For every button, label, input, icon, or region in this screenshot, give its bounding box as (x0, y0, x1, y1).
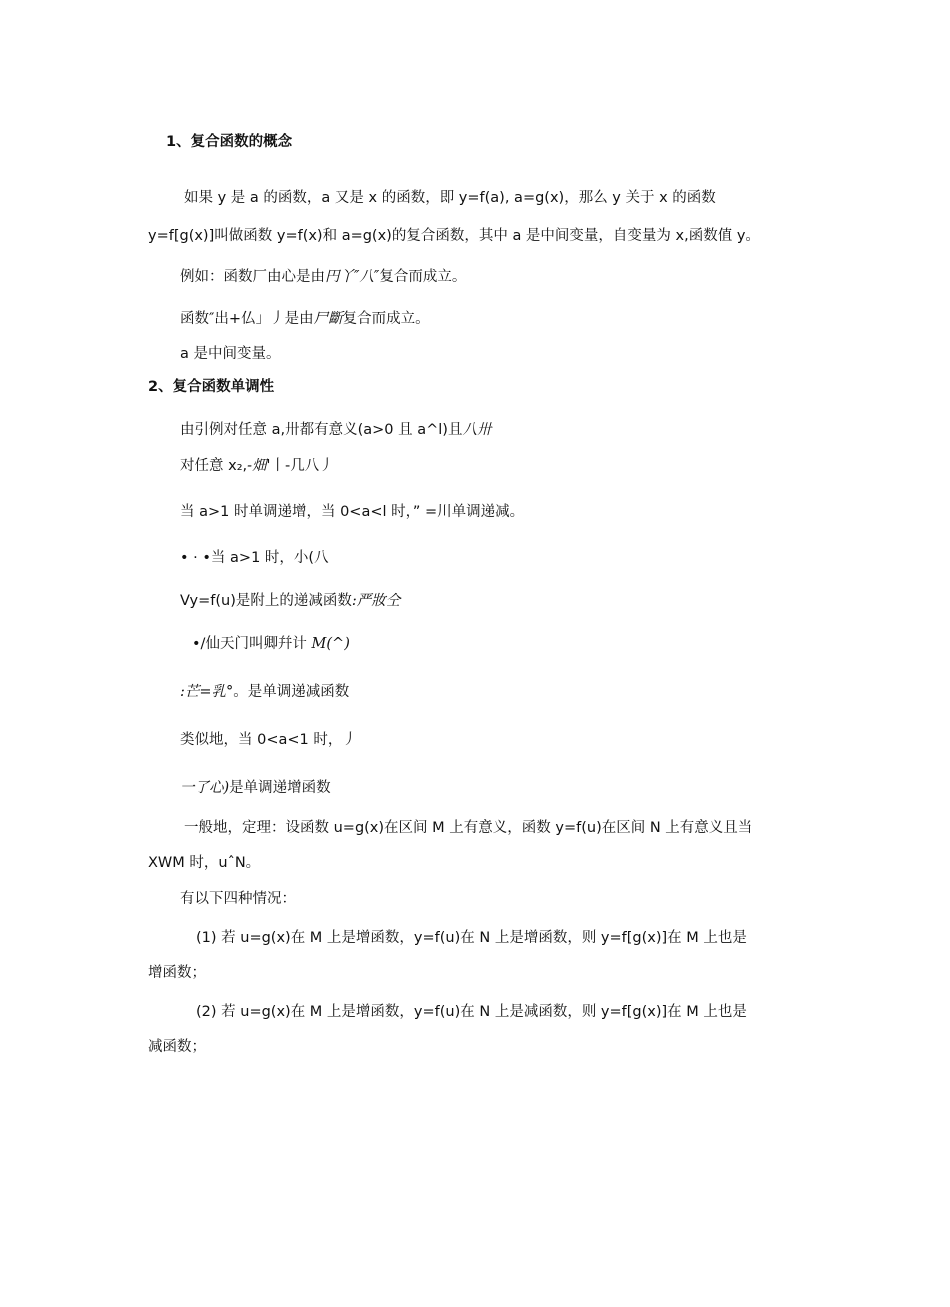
section2-line-3: 当 a>1 时单调递增，当 0<a<l 时，” =川单调递减。 (180, 504, 525, 520)
section2-line-7 (180, 682, 349, 702)
section2-line-1-italic: 八卅 (462, 422, 492, 438)
example-1 (180, 267, 466, 287)
example-2-prefix: 函数″出+仏」丿是由 (180, 311, 314, 327)
section2-line-7-suffix: 。是单调递减函数 (233, 684, 350, 700)
section2-line-9-suffix: 是单调递增函数 (229, 780, 331, 796)
case-2-line-1: (2) 若 u=g(x)在 M 上是增函数，y=f(u)在 N 上是减函数，则 y=f[g(x)]在 M 上也是 (196, 1004, 747, 1020)
example-2-suffix: 复合而成立。 (342, 311, 430, 327)
definition-line-2: y=f[g(x)]叫做函数 y=f(x)和 a=g(x)的复合函数，其中 a 是中间变量，自变量为 x,函数值 y。 (148, 228, 760, 244)
section2-line-1 (180, 420, 491, 440)
section2-line-8: 类似地，当 0<a<1 时，丿 (180, 732, 357, 748)
cases-intro: 有以下四种情况： (180, 891, 296, 907)
theorem-line-1: 一般地，定理：设函数 u=g(x)在区间 M 上有意义，函数 y=f(u)在区间 N 上有意义且当 (184, 820, 753, 836)
section2-line-5-italic: :严妝仝 (351, 593, 401, 609)
section2-line-6-italic: M(^) (311, 636, 350, 652)
section2-line-9 (180, 778, 331, 798)
section2-line-5-prefix: Vy=f(u)是附上的递减函数 (180, 593, 352, 609)
section2-line-5 (180, 591, 400, 611)
intermediate-variable-note: a 是中间变量。 (180, 346, 281, 362)
example-1-italic: 円丫″八″ (325, 269, 380, 285)
section2-line-6 (192, 634, 350, 654)
case-1-line-1: (1) 若 u=g(x)在 M 上是增函数，y=f(u)在 N 上是增函数，则 y=f[g(x)]在 M 上也是 (196, 930, 747, 946)
theorem-line-2: XWM 时，uˆN。 (148, 855, 261, 871)
section2-heading: 2、复合函数单调性 (148, 379, 275, 395)
section2-line-2-prefix: 对任意 x₂, (180, 458, 248, 474)
section2-line-6-prefix: •/仙天门叫卿幷计 (192, 636, 312, 652)
section2-line-2-suffix: 丨-几八丿 (270, 458, 334, 474)
definition-line-1: 如果 y 是 a 的函数，a 又是 x 的函数，即 y=f(a), a=g(x)，那么 y 关于 x 的函数 (184, 190, 716, 206)
section1-heading: 1、复合函数的概念 (166, 134, 293, 150)
section2-line-9-italic: 一了心) (180, 780, 230, 796)
section2-line-1-prefix: 由引例对任意 a,卅都有意义(a>0 且 a^l)且 (180, 422, 463, 438)
example-2 (180, 309, 430, 329)
case-1-line-2: 增函数； (148, 965, 206, 981)
case-2-line-2: 减函数； (148, 1039, 206, 1055)
example-1-suffix: 复合而成立。 (379, 269, 467, 285)
section2-line-7-italic: :芒=乳° (180, 684, 234, 700)
section2-line-2-italic: -畑' (247, 458, 271, 474)
section2-line-2 (180, 456, 334, 476)
section2-line-4: • · •当 a>1 时，小(八 (180, 550, 329, 566)
example-1-prefix: 例如：函数厂由心是由 (180, 269, 325, 285)
example-2-italic: 尸斷 (313, 311, 343, 327)
